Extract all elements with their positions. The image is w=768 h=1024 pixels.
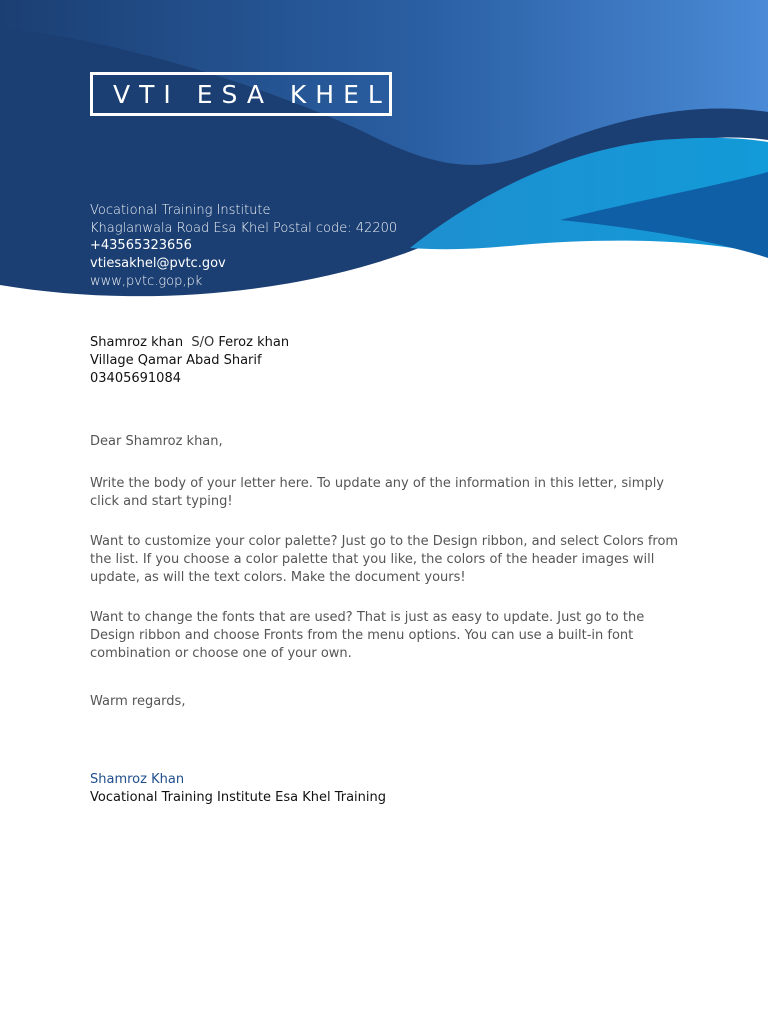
recipient-relation: S/O [191,335,215,350]
sender-block [90,202,397,291]
body-paragraph-1: Write the body of your letter here. To update any of the information in this letter, simply click and start typing! [90,476,664,509]
recipient-address: Village Qamar Abad Sharif [90,353,262,368]
sender-email: vtiesakhel@pvtc.gov [90,256,226,272]
recipient-phone: 03405691084 [90,371,181,386]
signature-organization: Vocational Training Institute Esa Khel Training [90,790,386,805]
sender-address: Khaglanwala Road Esa Khel Postal code: 42200 [90,220,398,236]
body-paragraph-2: Want to customize your color palette? Just go to the Design ribbon, and select Colors from the list. If you choose a color palette that you like, the colors of the header images will update, as will the text colors. Make the document yours! [90,534,679,585]
sender-org-name: Vocational Training Institute [90,203,271,218]
salutation: Dear Shamroz khan, [90,434,223,449]
sender-phone: +43565323656 [90,238,192,254]
logo-text: VTI ESA KHEL [113,79,391,109]
logo-box [90,72,392,116]
recipient-name-line [90,334,289,352]
body-paragraph-3: Want to change the fonts that are used? That is just as easy to update. Just go to the Design ribbon and choose Fronts from the menu options. You can use a built-in font combination or choose one of your own. [90,610,645,661]
recipient-name: Shamroz khan [90,335,184,350]
sender-website: www,pvtc.gop,pk [90,273,203,289]
recipient-father-name: Feroz khan [218,335,290,350]
closing: Warm regards, [90,694,186,709]
signature-name: Shamroz Khan [90,772,185,787]
recipient-block [90,334,289,388]
